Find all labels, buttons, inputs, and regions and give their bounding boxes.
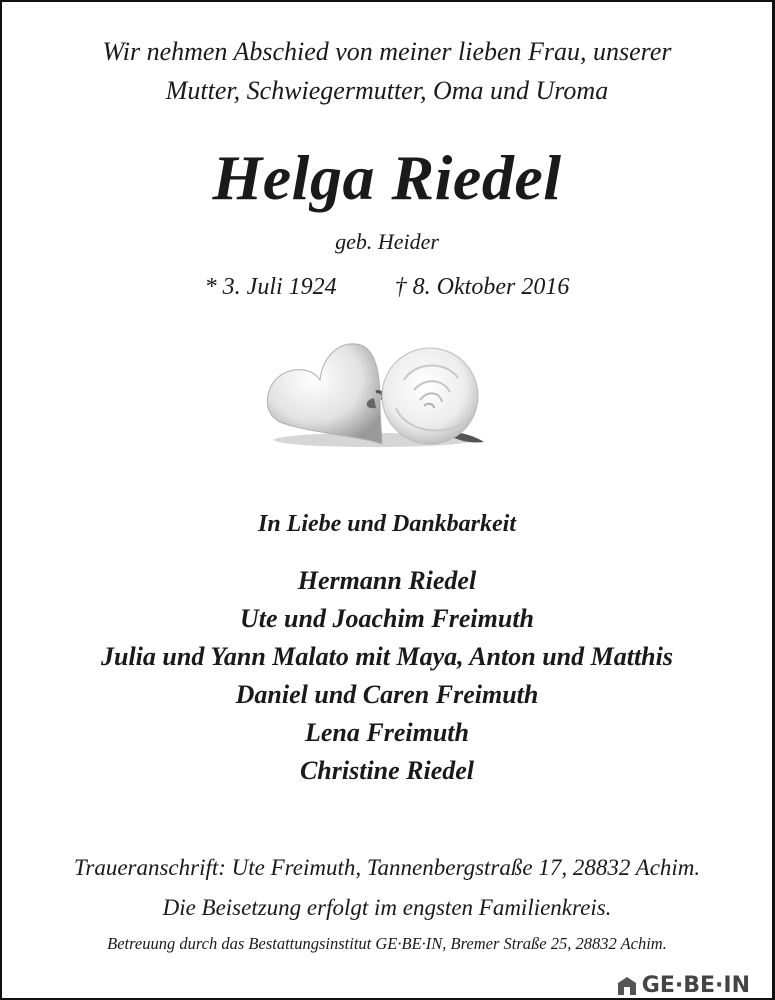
family-member: Christine Riedel (299, 756, 475, 785)
death-date: † 8. Oktober 2016 (394, 274, 570, 300)
family-member: Ute und Joachim Freimuth (240, 604, 534, 633)
family-member: Julia und Yann Malato mit Maya, Anton und Matthis (101, 642, 673, 671)
mourning-address (2, 848, 772, 928)
maiden-name: geb. Heider (335, 229, 439, 254)
burial-note: Die Beisetzung erfolgt im engsten Familienkreis. (162, 895, 612, 920)
funeral-home-logo (616, 974, 750, 998)
intro-line: Wir nehmen Abschied von meiner lieben Frau, unserer (102, 37, 672, 66)
logo-text: GE·BE·IN (641, 973, 750, 998)
life-dates (2, 272, 772, 302)
building-icon (616, 975, 638, 997)
funeral-home-note: Betreuung durch das Bestattungsinstitut GE·BE·IN, Bremer Straße 25, 28832 Achim. (107, 934, 667, 953)
intro-text (2, 32, 772, 110)
family-member: Daniel und Caren Freimuth (235, 680, 539, 709)
address-line: Traueranschrift: Ute Freimuth, Tannenbergstraße 17, 28832 Achim. (73, 855, 701, 880)
heart-and-rose-icon (264, 340, 488, 450)
family-member: Lena Freimuth (305, 718, 469, 747)
intro-line: Mutter, Schwiegermutter, Oma und Uroma (165, 76, 609, 105)
family-member: Hermann Riedel (297, 566, 477, 595)
deceased-name: Helga Riedel (212, 142, 562, 213)
family-list (2, 562, 772, 790)
thanks-line: In Liebe und Dankbarkeit (257, 511, 517, 537)
birth-date: * 3. Juli 1924 (204, 274, 337, 300)
